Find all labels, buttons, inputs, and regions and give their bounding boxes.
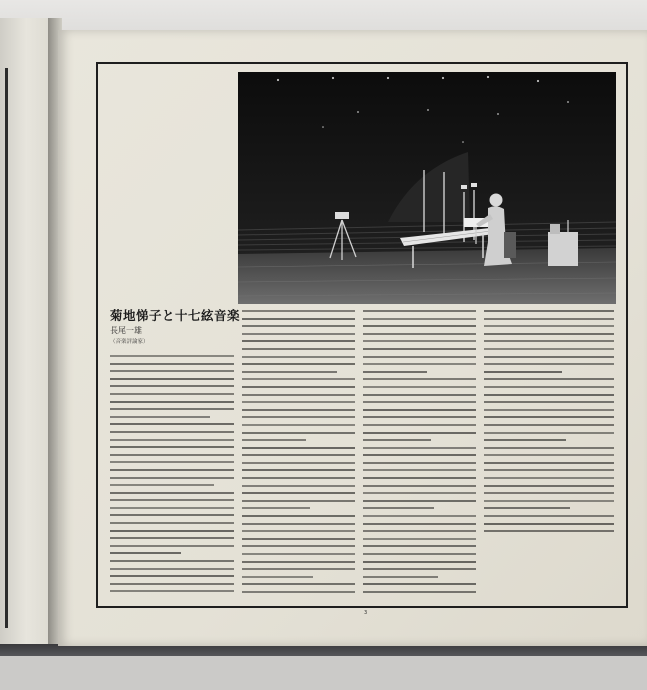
text-line-texture xyxy=(242,371,337,373)
article-title: 菊地悌子と十七絃音楽 xyxy=(110,308,241,323)
text-line-texture xyxy=(110,477,234,479)
text-line-texture xyxy=(242,325,355,327)
text-line-texture xyxy=(110,431,234,433)
text-line-texture xyxy=(363,378,476,380)
text-line-texture xyxy=(363,500,476,502)
text-line-texture xyxy=(484,363,614,365)
text-line-texture xyxy=(110,454,234,456)
text-line-texture xyxy=(110,408,234,410)
text-line-texture xyxy=(363,523,476,525)
text-line-texture xyxy=(363,530,476,532)
text-line-texture xyxy=(363,348,476,350)
article-author-role: （音楽評論家） xyxy=(110,339,149,345)
text-line-texture xyxy=(242,561,355,563)
text-line-texture xyxy=(242,432,355,434)
text-line-texture xyxy=(363,454,476,456)
text-line-texture xyxy=(110,545,234,547)
text-line-texture xyxy=(242,492,355,494)
text-line-texture xyxy=(110,552,181,554)
text-line-texture xyxy=(363,576,438,578)
text-line-texture xyxy=(242,394,355,396)
text-line-texture xyxy=(242,424,355,426)
text-line-texture xyxy=(363,561,476,563)
text-line-texture xyxy=(110,537,234,539)
text-line-texture xyxy=(110,355,234,357)
text-line-texture xyxy=(110,522,234,524)
table-foreground xyxy=(0,656,647,690)
text-line-texture xyxy=(110,492,234,494)
text-line-texture xyxy=(484,409,614,411)
text-line-texture xyxy=(363,492,476,494)
text-line-texture xyxy=(484,356,614,358)
text-line-texture xyxy=(242,591,355,593)
text-line-texture xyxy=(363,553,476,555)
text-line-texture xyxy=(484,492,614,494)
text-line-texture xyxy=(484,454,614,456)
text-line-texture xyxy=(363,538,476,540)
text-line-texture xyxy=(363,356,476,358)
text-line-texture xyxy=(363,507,434,509)
text-line-texture xyxy=(484,424,614,426)
text-line-texture xyxy=(363,515,476,517)
text-line-texture xyxy=(242,523,355,525)
text-line-texture xyxy=(363,318,476,320)
text-line-texture xyxy=(484,523,614,525)
text-line-texture xyxy=(484,432,614,434)
text-line-texture xyxy=(242,477,355,479)
text-line-texture xyxy=(242,500,355,502)
text-line-texture xyxy=(363,340,476,342)
text-line-texture xyxy=(484,469,614,471)
text-line-texture xyxy=(363,432,476,434)
text-line-texture xyxy=(242,318,355,320)
text-line-texture xyxy=(242,310,355,312)
text-line-texture xyxy=(484,348,614,350)
text-line-texture xyxy=(363,545,476,547)
text-line-texture xyxy=(242,416,355,418)
text-line-texture xyxy=(242,363,355,365)
text-line-texture xyxy=(242,378,355,380)
text-line-texture xyxy=(110,530,234,532)
text-line-texture xyxy=(242,553,355,555)
text-line-texture xyxy=(242,333,355,335)
text-line-texture xyxy=(363,409,476,411)
text-line-texture xyxy=(363,439,431,441)
text-line-texture xyxy=(484,462,614,464)
text-line-texture xyxy=(363,485,476,487)
left-page-border-rule xyxy=(5,68,8,628)
text-line-texture xyxy=(484,530,614,532)
text-line-texture xyxy=(484,439,566,441)
text-line-texture xyxy=(484,386,614,388)
concert-photo-image xyxy=(238,72,616,304)
body-text-column-3 xyxy=(363,310,476,601)
text-line-texture xyxy=(484,378,614,380)
text-line-texture xyxy=(242,507,310,509)
text-line-texture xyxy=(242,576,313,578)
text-line-texture xyxy=(242,447,355,449)
text-line-texture xyxy=(363,568,476,570)
text-line-texture xyxy=(484,394,614,396)
text-line-texture xyxy=(242,538,355,540)
text-line-texture xyxy=(242,439,306,441)
text-line-texture xyxy=(110,575,234,577)
text-line-texture xyxy=(363,386,476,388)
text-line-texture xyxy=(484,371,562,373)
text-line-texture xyxy=(110,416,210,418)
text-line-texture xyxy=(110,439,234,441)
text-line-texture xyxy=(242,454,355,456)
text-line-texture xyxy=(242,386,355,388)
text-line-texture xyxy=(484,447,614,449)
text-line-texture xyxy=(484,340,614,342)
text-line-texture xyxy=(110,446,234,448)
text-line-texture xyxy=(484,507,570,509)
text-line-texture xyxy=(242,356,355,358)
text-line-texture xyxy=(363,394,476,396)
text-line-texture xyxy=(484,500,614,502)
text-line-texture xyxy=(484,416,614,418)
text-line-texture xyxy=(242,409,355,411)
text-line-texture xyxy=(242,515,355,517)
text-line-texture xyxy=(242,401,355,403)
text-line-texture xyxy=(363,333,476,335)
text-line-texture xyxy=(110,370,234,372)
text-line-texture xyxy=(110,393,234,395)
text-line-texture xyxy=(110,499,234,501)
text-line-texture xyxy=(363,310,476,312)
text-line-texture xyxy=(242,485,355,487)
article-author: 長尾一雄 xyxy=(110,326,142,335)
concert-photo xyxy=(238,72,616,304)
text-line-texture xyxy=(484,325,614,327)
text-line-texture xyxy=(110,401,234,403)
left-page-edge xyxy=(0,18,49,646)
text-line-texture xyxy=(484,485,614,487)
text-line-texture xyxy=(242,530,355,532)
text-line-texture xyxy=(110,514,234,516)
text-line-texture xyxy=(242,340,355,342)
text-line-texture xyxy=(484,333,614,335)
text-line-texture xyxy=(110,423,234,425)
text-line-texture xyxy=(110,385,234,387)
text-line-texture xyxy=(363,462,476,464)
text-line-texture xyxy=(363,469,476,471)
text-line-texture xyxy=(363,325,476,327)
text-line-texture xyxy=(363,447,476,449)
text-line-texture xyxy=(363,416,476,418)
text-line-texture xyxy=(484,318,614,320)
text-line-texture xyxy=(110,461,234,463)
body-text-column-1 xyxy=(110,355,234,601)
text-line-texture xyxy=(363,371,427,373)
text-line-texture xyxy=(363,591,476,593)
page-number: 3 xyxy=(364,610,368,616)
text-line-texture xyxy=(363,363,476,365)
text-line-texture xyxy=(110,560,234,562)
text-line-texture xyxy=(110,469,234,471)
text-line-texture xyxy=(110,568,234,570)
text-line-texture xyxy=(363,477,476,479)
text-line-texture xyxy=(363,583,476,585)
text-line-texture xyxy=(242,469,355,471)
text-line-texture xyxy=(484,477,614,479)
text-line-texture xyxy=(110,378,234,380)
text-line-texture xyxy=(110,590,234,592)
text-line-texture xyxy=(242,348,355,350)
text-line-texture xyxy=(484,515,614,517)
text-line-texture xyxy=(242,568,355,570)
text-line-texture xyxy=(242,583,355,585)
text-line-texture xyxy=(242,462,355,464)
text-line-texture xyxy=(484,401,614,403)
body-text-column-4 xyxy=(484,310,614,542)
text-line-texture xyxy=(110,363,234,365)
text-line-texture xyxy=(110,507,234,509)
text-line-texture xyxy=(363,424,476,426)
text-line-texture xyxy=(110,583,234,585)
text-line-texture xyxy=(242,545,355,547)
text-line-texture xyxy=(484,310,614,312)
body-text-column-2 xyxy=(242,310,355,601)
text-line-texture xyxy=(110,484,214,486)
text-line-texture xyxy=(363,401,476,403)
